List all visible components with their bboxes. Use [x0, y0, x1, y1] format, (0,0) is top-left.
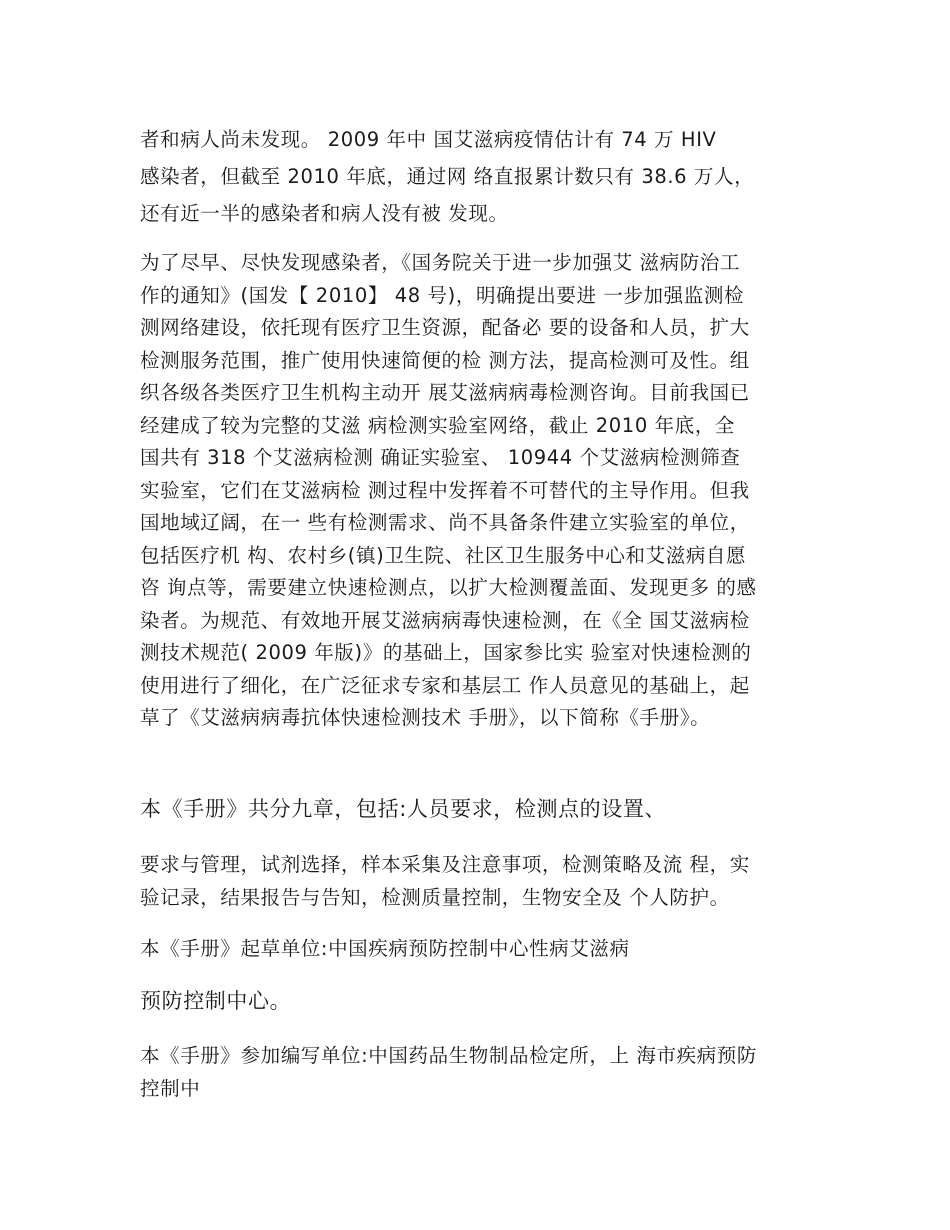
text-line: 包括医疗机 构、农村乡(镇)卫生院、社区卫生服务中心和艾滋病自愿 [140, 543, 747, 567]
text-line: 本《手册》共分九章，包括:人员要求，检测点的设置、 [140, 797, 667, 821]
text-line: 使用进行了细化，在广泛征求专家和基层工 作人员意见的基础上，起 [140, 673, 750, 697]
paragraph-drafting-unit [140, 933, 812, 966]
text-line: 染者。为规范、有效地开展艾滋病病毒快速检测，在《全 国艾滋病检 [140, 608, 750, 632]
text-line: 国共有 318 个艾滋病检测 确证实验室、 10944 个艾滋病检测筛查 [140, 446, 741, 469]
text-line: 实验室，它们在艾滋病检 测过程中发挥着不可替代的主导作用。但我 [140, 478, 750, 502]
text-line: 测网络建设，依托现有医疗卫生资源，配备必 要的设备和人员，扩大 [140, 316, 750, 339]
text-line: 者和病人尚未发现。 2009 年中 国艾滋病疫情估计有 74 万 HIV [140, 128, 717, 151]
paragraph-manual-chapters [140, 793, 812, 826]
text-line: 测技术规范( 2009 年版)》的基础上，国家参比实 验室对快速检测的 [140, 641, 752, 664]
text-line: 控制中 [140, 1076, 201, 1100]
text-line: 经建成了较为完整的艾滋 病检测实验室网络，截止 2010 年底，全 [140, 413, 736, 437]
text-line: 织各级各类医疗卫生机构主动开 展艾滋病病毒检测咨询。目前我国已 [140, 381, 750, 404]
text-line: 检测服务范围，推广使用快速简便的检 测方法，提高检测可及性。组 [140, 348, 750, 372]
text-line: 预防控制中心。 [140, 989, 292, 1013]
text-line: 作的通知》(国发【 2010】 48 号)，明确提出要进 一步加强监测检 [140, 283, 745, 307]
text-line: 本《手册》起草单位:中国疾病预防控制中心性病艾滋病 [140, 937, 630, 960]
text-line: 咨 询点等，需要建立快速检测点，以扩大检测覆盖面、发现更多 的感 [140, 576, 757, 599]
paragraph-hiv-estimate [140, 121, 812, 232]
text-line: 感染者，但截至 2010 年底，通过网 络直报累计数只有 38.6 万人， [140, 165, 755, 188]
paragraph-testing-network [140, 247, 812, 735]
text-line: 国地域辽阔，在一 些有检测需求、尚不具备条件建立实验室的单位， [140, 511, 750, 534]
paragraph-manual-topics [140, 849, 812, 914]
text-line: 还有近一半的感染者和病人没有被 发现。 [140, 202, 509, 225]
text-line: 本《手册》参加编写单位:中国药品生物制品检定所，上 海市疾病预防 [140, 1044, 757, 1067]
text-line: 验记录，结果报告与告知，检测质量控制，生物安全及 个人防护。 [140, 885, 730, 909]
text-line: 为了尽早、尽快发现感染者，《国务院关于进一步加强艾 滋病防治工 [140, 251, 741, 274]
paragraph-drafting-unit-cont [140, 985, 812, 1018]
paragraph-participating-units [140, 1040, 812, 1105]
text-line: 要求与管理，试剂选择，样本采集及注意事项，检测策略及流 程，实 [140, 853, 750, 876]
text-line: 草了《艾滋病病毒抗体快速检测技术 手册》，以下简称《手册》。 [140, 706, 711, 729]
